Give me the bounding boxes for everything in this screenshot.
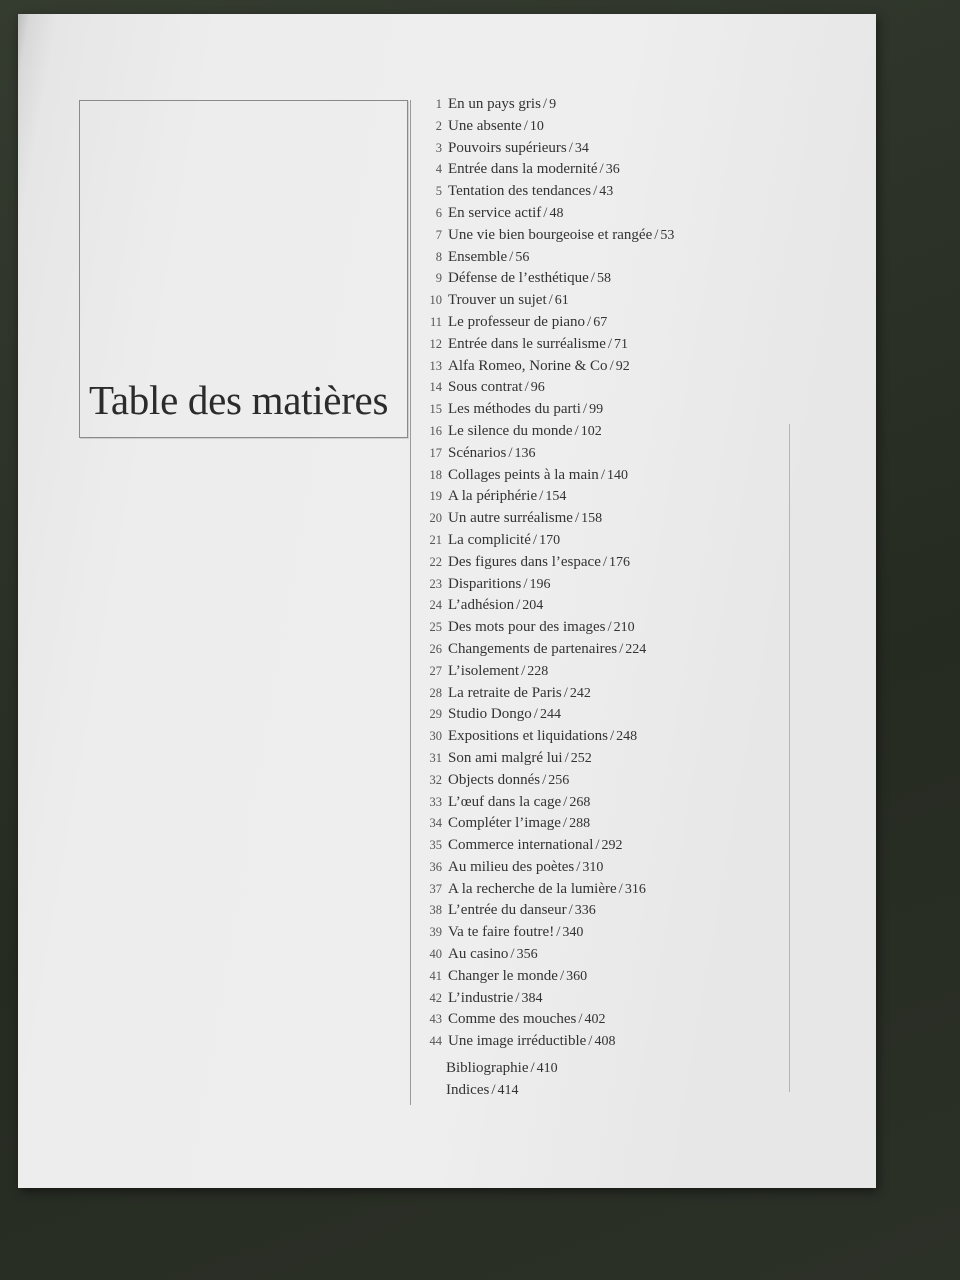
toc-entry-separator: /	[524, 379, 529, 396]
toc-entry-page: 61	[554, 293, 569, 309]
back-matter-title: Indices	[446, 1082, 490, 1098]
toc-entry-title: Compléter l’image	[448, 815, 561, 832]
back-matter-separator: /	[491, 1082, 496, 1098]
toc-entry-page: 34	[574, 140, 589, 156]
toc-entry-page: 48	[549, 205, 564, 221]
toc-entry	[418, 922, 778, 944]
toc-entry-separator: /	[588, 1033, 593, 1050]
back-matter-title: Bibliographie	[446, 1060, 529, 1076]
toc-entry-page: 196	[529, 576, 551, 592]
toc-entry-separator: /	[542, 771, 547, 788]
toc-entry-page: 10	[529, 118, 544, 134]
toc-entry	[418, 835, 778, 857]
toc-entry-number: 26	[429, 641, 442, 656]
toc-entry	[418, 748, 778, 770]
back-matter-entry	[446, 1057, 558, 1079]
toc-entry	[418, 792, 778, 814]
page-title: Table des matières	[89, 377, 389, 423]
toc-entry-title: Studio Dongo	[448, 706, 532, 723]
toc-entry-title: L’œuf dans la cage	[448, 793, 562, 810]
toc-entry-title: Pouvoirs supérieurs	[448, 139, 567, 156]
toc-entry-title: A la recherche de la lumière	[448, 880, 617, 897]
toc-entry-number: 37	[429, 881, 442, 896]
toc-entry-number: 2	[435, 118, 442, 133]
toc-entry-separator: /	[564, 749, 569, 766]
toc-entry-separator: /	[543, 204, 548, 221]
toc-entry-page: 176	[609, 554, 631, 570]
toc-entry-page: 140	[606, 467, 628, 483]
toc-entry-title: Objects donnés	[448, 771, 541, 788]
toc-entry-title: Au milieu des poètes	[448, 858, 575, 875]
column-rule-right	[789, 424, 790, 1092]
toc-entry-number: 36	[429, 859, 442, 874]
toc-entry-separator: /	[607, 335, 613, 352]
toc-entry-page: 288	[569, 816, 591, 832]
toc-entry-number: 30	[429, 729, 442, 744]
toc-entry-page: 204	[522, 598, 544, 614]
toc-entry-page: 154	[545, 489, 567, 505]
toc-entry-number: 38	[429, 903, 442, 918]
toc-entry-number: 33	[429, 794, 442, 809]
toc-entry	[418, 944, 778, 966]
toc-entry-title: Entrée dans le surréalisme	[448, 335, 606, 352]
toc-entry-separator: /	[523, 117, 528, 134]
toc-entry-number: 9	[435, 271, 442, 286]
toc-entry-title: Expositions et liquidations	[448, 728, 608, 745]
toc-entry-title: Au casino	[448, 946, 509, 963]
toc-entry-page: 252	[570, 750, 592, 766]
toc-entry-page: 268	[569, 794, 591, 810]
toc-entry-number: 22	[429, 554, 442, 569]
toc-entry-separator: /	[559, 967, 565, 984]
toc-entry	[418, 530, 778, 552]
toc-entry-separator: /	[595, 837, 600, 854]
toc-entry-title: Le professeur de piano	[448, 313, 586, 330]
toc-entry	[418, 247, 778, 269]
toc-entry-title: Une absente	[448, 117, 522, 134]
toc-entry-title: Une vie bien bourgeoise et rangée	[448, 226, 653, 243]
toc-entry	[418, 159, 778, 181]
toc-entry-title: Une image irréductible	[448, 1033, 587, 1050]
column-rule-left	[410, 100, 411, 1105]
toc-entry-number: 13	[429, 358, 442, 373]
toc-entry-page: 96	[530, 380, 545, 396]
toc-entry-title: Alfa Romeo, Norine & Co	[448, 357, 608, 374]
toc-entry-separator: /	[593, 183, 598, 200]
toc-entry	[418, 661, 778, 683]
toc-entry-number: 6	[435, 205, 442, 220]
toc-entry-number: 15	[429, 402, 442, 417]
toc-entry-number: 8	[435, 249, 442, 264]
toc-entry-separator: /	[610, 728, 615, 745]
toc-entry-separator: /	[576, 858, 581, 875]
toc-entry-separator: /	[563, 684, 568, 701]
toc-entry-separator: /	[548, 292, 553, 309]
toc-entry	[418, 1009, 778, 1031]
toc-entry-separator: /	[578, 1011, 583, 1028]
toc-entry-separator: /	[590, 270, 595, 287]
toc-entry-number: 39	[429, 925, 442, 940]
toc-entry-page: 340	[562, 925, 584, 941]
toc-entry-separator: /	[600, 466, 605, 483]
toc-entry-number: 44	[429, 1034, 442, 1049]
toc-entry-page: 292	[601, 838, 623, 854]
toc-entry-separator: /	[618, 880, 623, 897]
toc-entry-number: 32	[429, 772, 442, 787]
toc-entry-separator: /	[509, 248, 514, 265]
toc-entry-number: 1	[435, 97, 442, 111]
back-matter-page: 410	[536, 1061, 558, 1076]
toc-entry	[418, 988, 778, 1010]
toc-entry-page: 56	[515, 249, 530, 265]
toc-entry-page: 36	[605, 162, 620, 178]
toc-entry-page: 67	[593, 314, 608, 330]
toc-entry	[418, 334, 778, 356]
toc-entry-separator: /	[533, 706, 538, 723]
toc-entry-page: 43	[599, 184, 614, 200]
toc-entry-number: 19	[429, 489, 442, 504]
toc-entry-separator: /	[619, 640, 624, 657]
toc-entry-title: L’adhésion	[448, 597, 515, 614]
toc-entry-number: 16	[429, 423, 442, 438]
toc-entry	[418, 508, 778, 530]
toc-entry	[418, 290, 778, 312]
toc-entry-number: 11	[429, 314, 442, 329]
toc-entry-title: Disparitions	[448, 575, 522, 592]
toc-entry	[418, 726, 778, 748]
book-page	[18, 14, 876, 1188]
toc-entry-title: Entrée dans la modernité	[448, 161, 598, 178]
toc-entry-separator: /	[599, 161, 604, 178]
toc-entry-number: 25	[429, 620, 442, 635]
toc-entry	[418, 966, 778, 988]
toc-entry-title: Collages peints à la main	[448, 466, 599, 483]
toc-entry-title: Scénarios	[448, 444, 507, 461]
toc-entry-title: Tentation des tendances	[448, 183, 592, 200]
toc-entry-title: En service actif	[448, 204, 542, 221]
toc-entry-separator: /	[542, 96, 548, 112]
toc-entry-page: 360	[566, 968, 588, 984]
toc-entry-title: Des mots pour des images	[448, 619, 606, 636]
toc-entry-title: Des figures dans l’espace	[448, 553, 601, 570]
toc-entry-separator: /	[508, 444, 513, 461]
toc-entry-title: Ensemble	[448, 248, 508, 265]
toc-entry-number: 5	[435, 184, 442, 199]
toc-entry	[418, 138, 778, 160]
toc-entry-title: La complicité	[448, 531, 531, 548]
toc-entry-title: Trouver un sujet	[448, 292, 547, 309]
toc-entry-page: 53	[660, 227, 675, 243]
back-matter-list	[446, 1057, 558, 1101]
toc-entry	[418, 399, 778, 421]
toc-entry	[418, 595, 778, 617]
toc-entry-title: Comme des mouches	[448, 1011, 577, 1028]
toc-entry	[418, 94, 778, 116]
toc-entry-page: 170	[539, 532, 561, 548]
toc-entry-number: 28	[429, 685, 442, 700]
toc-entry	[418, 465, 778, 487]
toc-entry	[418, 813, 778, 835]
toc-entry-separator: /	[556, 924, 561, 941]
toc-entry-separator: /	[539, 488, 544, 505]
toc-entry-number: 35	[429, 838, 442, 853]
toc-entry-separator: /	[515, 989, 520, 1006]
toc-entry-number: 42	[429, 990, 442, 1005]
toc-entry-title: Changements de partenaires	[448, 640, 618, 657]
toc-entry-separator: /	[574, 510, 580, 527]
back-matter-entry	[446, 1079, 558, 1101]
toc-entry	[418, 443, 778, 465]
toc-entry-number: 34	[429, 816, 442, 831]
toc-entry-title: L’isolement	[448, 662, 520, 679]
toc-entry-title: Défense de l’esthétique	[448, 270, 589, 287]
toc-entry	[418, 770, 778, 792]
toc-entry-title: L’entrée du danseur	[448, 902, 567, 919]
table-of-contents	[418, 94, 778, 1053]
toc-entry-page: 92	[615, 358, 630, 374]
toc-entry-separator: /	[521, 662, 526, 679]
toc-entry-page: 224	[625, 641, 647, 657]
toc-entry-number: 29	[429, 707, 442, 722]
toc-entry-separator: /	[568, 902, 573, 919]
back-matter-page: 414	[497, 1083, 519, 1098]
toc-entry-title: Un autre surréalisme	[448, 510, 573, 527]
toc-entry-separator: /	[516, 597, 521, 614]
toc-entry-separator: /	[607, 619, 612, 636]
toc-entry	[418, 552, 778, 574]
toc-entry-number: 17	[429, 445, 442, 460]
toc-entry-separator: /	[587, 313, 592, 330]
toc-entry-title: Son ami malgré lui	[448, 749, 563, 766]
toc-entry-title: L’industrie	[448, 989, 514, 1006]
toc-entry	[418, 203, 778, 225]
toc-entry-number: 10	[429, 293, 442, 308]
toc-entry-page: 58	[596, 271, 611, 287]
toc-entry	[418, 377, 778, 399]
toc-entry-page: 228	[527, 663, 549, 679]
toc-entry	[418, 617, 778, 639]
toc-entry	[418, 421, 778, 443]
toc-entry-page: 310	[582, 859, 604, 875]
title-frame	[79, 100, 408, 438]
toc-entry-number: 40	[429, 947, 442, 962]
toc-entry-number: 14	[429, 380, 442, 395]
toc-entry	[418, 116, 778, 138]
toc-entry	[418, 225, 778, 247]
toc-entry	[418, 879, 778, 901]
toc-entry-page: 99	[589, 402, 604, 418]
toc-entry-page: 158	[581, 511, 603, 527]
toc-entry-number: 43	[429, 1012, 442, 1027]
toc-entry-page: 71	[614, 336, 629, 352]
toc-entry-number: 21	[429, 532, 442, 547]
toc-entry-page: 136	[514, 445, 536, 461]
toc-entry	[418, 1031, 778, 1053]
toc-entry	[418, 356, 778, 378]
toc-entry-separator: /	[609, 357, 614, 374]
toc-entry	[418, 574, 778, 596]
toc-entry-page: 102	[580, 423, 602, 439]
toc-entry-page: 316	[624, 881, 646, 897]
toc-entry-separator: /	[532, 531, 538, 548]
toc-entry-page: 242	[569, 685, 591, 701]
toc-entry	[418, 639, 778, 661]
toc-entry-number: 7	[435, 227, 442, 242]
toc-entry-page: 336	[574, 903, 596, 919]
toc-entry-number: 20	[429, 511, 442, 526]
toc-entry	[418, 857, 778, 879]
toc-entry	[418, 181, 778, 203]
toc-entry-separator: /	[582, 401, 588, 418]
toc-entry-number: 27	[429, 663, 442, 678]
toc-entry-separator: /	[510, 946, 515, 963]
toc-entry-number: 24	[429, 598, 442, 613]
toc-entry-number: 23	[429, 576, 442, 591]
toc-entry-page: 408	[594, 1034, 616, 1050]
toc-entry-page: 384	[521, 990, 543, 1006]
toc-entry	[418, 900, 778, 922]
toc-entry-page: 256	[548, 772, 570, 788]
toc-entry-number: 3	[435, 140, 442, 155]
toc-entry-title: En un pays gris	[448, 96, 541, 112]
toc-entry-separator: /	[562, 815, 568, 832]
toc-entry-title: Les méthodes du parti	[448, 401, 581, 418]
toc-entry-page: 402	[584, 1012, 606, 1028]
toc-entry-title: La retraite de Paris	[448, 684, 562, 701]
back-matter-separator: /	[530, 1060, 535, 1076]
toc-entry-page: 248	[616, 729, 638, 745]
toc-entry-number: 31	[429, 750, 442, 765]
toc-entry	[418, 312, 778, 334]
toc-entry-separator: /	[654, 226, 659, 243]
toc-entry-page: 9	[549, 97, 557, 112]
toc-entry-title: A la périphérie	[448, 488, 538, 505]
toc-entry-number: 18	[429, 467, 442, 482]
toc-entry	[418, 683, 778, 705]
toc-entry-title: Sous contrat	[448, 379, 523, 396]
toc-entry	[418, 486, 778, 508]
toc-entry-page: 210	[613, 620, 635, 636]
toc-entry-title: Commerce international	[448, 837, 594, 854]
toc-entry-separator: /	[523, 575, 528, 592]
toc-entry-page: 356	[516, 947, 538, 963]
toc-entry-page: 244	[539, 707, 561, 723]
toc-entry	[418, 268, 778, 290]
toc-entry	[418, 704, 778, 726]
toc-entry-number: 4	[435, 162, 442, 177]
toc-entry-separator: /	[574, 422, 579, 439]
toc-entry-number: 12	[429, 336, 442, 351]
toc-entry-separator: /	[568, 139, 573, 156]
toc-entry-separator: /	[563, 793, 568, 810]
toc-entry-title: Changer le monde	[448, 967, 558, 984]
toc-entry-separator: /	[602, 553, 608, 570]
toc-entry-title: Le silence du monde	[448, 422, 573, 439]
toc-entry-title: Va te faire foutre!	[448, 924, 555, 941]
toc-entry-number: 41	[429, 968, 442, 983]
